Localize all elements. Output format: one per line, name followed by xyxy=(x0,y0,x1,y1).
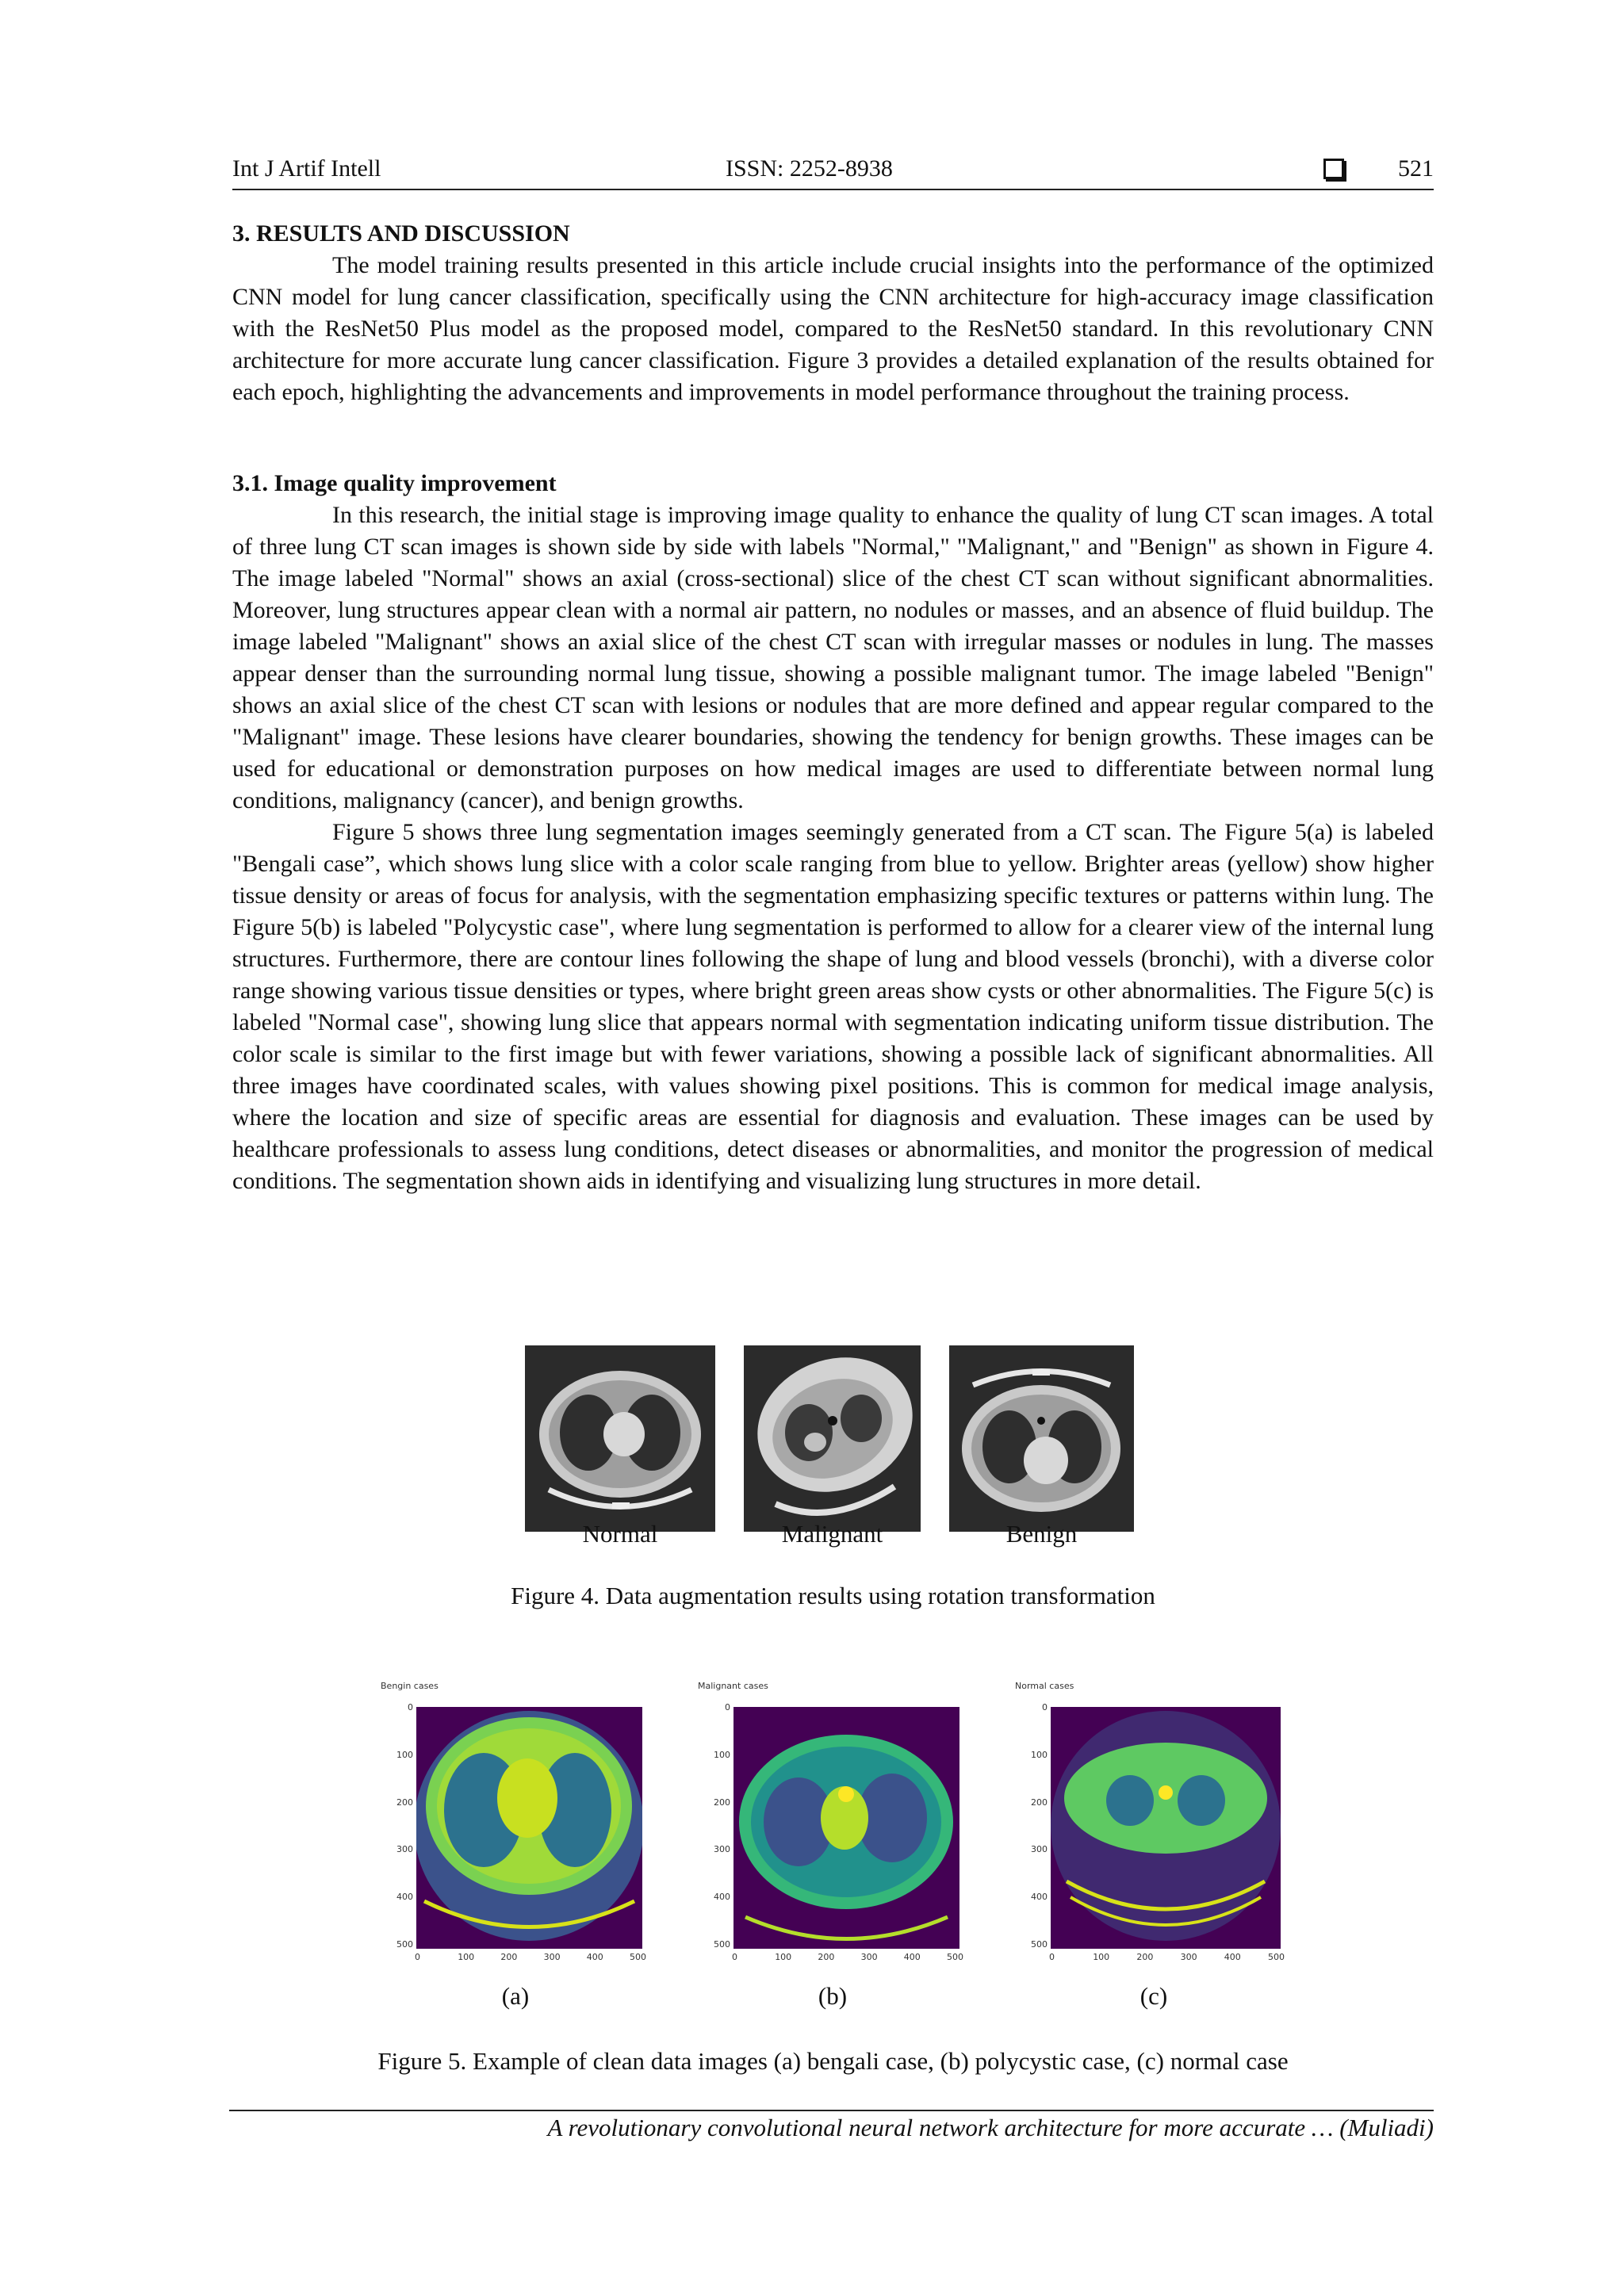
x-tick-label: 100 xyxy=(775,1952,792,1962)
y-tick-label: 300 xyxy=(714,1844,730,1855)
panel-title: Bengin cases xyxy=(381,1681,439,1691)
y-tick-label: 100 xyxy=(1031,1749,1048,1760)
header-rule xyxy=(232,189,1434,190)
x-tick-label: 400 xyxy=(586,1952,603,1962)
running-header xyxy=(232,155,1434,187)
figure4-label-benign: Benign xyxy=(1005,1520,1078,1548)
y-tick-label: 400 xyxy=(396,1892,413,1903)
ct-image-malignant xyxy=(744,1345,921,1532)
x-tick-label: 100 xyxy=(1093,1952,1110,1962)
y-tick-label: 300 xyxy=(396,1844,413,1855)
x-tick-label: 300 xyxy=(543,1952,561,1962)
y-tick-label: 400 xyxy=(714,1892,730,1903)
panel-letter-c: (c) xyxy=(1139,1982,1168,2010)
ct-image-normal xyxy=(525,1345,715,1532)
panel-letter-a: (a) xyxy=(501,1982,530,2010)
panel-title: Normal cases xyxy=(1015,1681,1074,1691)
segmentation-image-c xyxy=(1051,1707,1281,1949)
x-tick-label: 0 xyxy=(415,1952,420,1962)
x-tick-label: 200 xyxy=(1136,1952,1154,1962)
panel-letter-b: (b) xyxy=(818,1982,848,2010)
square-bullet-icon xyxy=(1323,159,1344,179)
y-tick-label: 500 xyxy=(1031,1939,1048,1950)
section-results xyxy=(232,218,1434,408)
y-tick-label: 100 xyxy=(714,1749,730,1760)
y-tick-label: 500 xyxy=(714,1939,730,1950)
y-tick-label: 400 xyxy=(1031,1892,1048,1903)
x-tick-label: 0 xyxy=(1049,1952,1055,1962)
y-tick-label: 200 xyxy=(1031,1797,1048,1808)
figure4-label-malignant: Malignant xyxy=(781,1520,883,1548)
y-tick-label: 0 xyxy=(1042,1702,1048,1712)
segmentation-panel-a xyxy=(381,1681,646,1971)
x-tick-label: 300 xyxy=(1180,1952,1197,1962)
y-tick-label: 0 xyxy=(725,1702,730,1712)
figure4-caption: Figure 4. Data augmentation results using rotation transformation xyxy=(511,1582,1155,1609)
figure4-label-normal: Normal xyxy=(582,1520,658,1548)
x-tick-label: 500 xyxy=(630,1952,646,1962)
panel-title: Malignant cases xyxy=(698,1681,768,1691)
issn: ISSN: 2252-8938 xyxy=(726,155,893,182)
footer-rule xyxy=(229,2110,1434,2111)
page-number: 521 xyxy=(1398,155,1434,182)
figure5-caption: Figure 5. Example of clean data images (a) bengali case, (b) polycystic case, (c) normal case xyxy=(377,2047,1289,2075)
paragraph-figure5: Figure 5 shows three lung segmentation images seemingly generated from a CT scan. The Figure 5(a) is labeled "Bengali case”, which shows lung slice with a color scale ranging from blue to yellow. Brighter areas (yellow) show higher tissue density or areas of focus for analysis, with the segmentation emphasizing specific textures or patterns within lung. The Figure 5(b) is labeled "Polycystic case", where lung segmentation is performed to allow for a clearer view of the internal lung structures. Furthermore, there are contour lines following the shape of lung and blood vessels (bronchi), with a diverse color range showing various tissue densities or types, where bright green areas show cysts or other abnormalities. The Figure 5(c) is labeled "Normal case", showing lung slice that appears normal with segmentation indicating uniform tissue distribution. The color scale is similar to the first image but with fewer variations, showing a possible lack of significant abnormalities. All three images have coordinated scales, with values showing pixel positions. This is common for medical image analysis, where the location and size of specific areas are essential for diagnosis and evaluation. These images can be used by healthcare professionals to assess lung conditions, detect diseases or abnormalities, and monitor the progression of medical conditions. The segmentation shown aids in identifying and visualizing lung structures in more detail. xyxy=(232,819,1434,1194)
y-tick-label: 100 xyxy=(396,1749,413,1760)
segmentation-panel-b xyxy=(698,1681,963,1971)
segmentation-panel-c xyxy=(1015,1681,1285,1971)
x-tick-label: 0 xyxy=(732,1952,737,1962)
x-tick-label: 100 xyxy=(458,1952,475,1962)
journal-name: Int J Artif Intell xyxy=(232,155,381,182)
segmentation-image-b xyxy=(733,1707,959,1949)
paragraph-figure4: In this research, the initial stage is improving image quality to enhance the quality of lung CT scan images. A total of three lung CT scan images is shown side by side with labels "Normal," "Malignant," and "Benign" as shown in Figure 4. The image labeled "Normal" shows an axial (cross-sectional) slice of the chest CT scan without significant abnormalities. Moreover, lung structures appear clean with a normal air pattern, no nodules or masses, and an absence of fluid buildup. The image labeled "Malignant" shows an axial slice of the chest CT scan with irregular masses or nodules in lung. The masses appear denser than the surrounding normal lung tissue, showing a possible malignant tumor. The image labeled "Benign" shows an axial slice of the chest CT scan with lesions or nodules that are more defined and appear regular compared to the "Malignant" image. These lesions have clearer boundaries, showing the tendency for benign growths. These images can be used for educational or demonstration purposes on how medical images are used to differentiate between normal lung conditions, malignancy (cancer), and benign growths. xyxy=(232,502,1434,813)
segmentation-image-a xyxy=(416,1707,642,1949)
y-tick-label: 0 xyxy=(408,1702,413,1712)
section-image-quality xyxy=(232,468,1434,1197)
y-tick-label: 200 xyxy=(396,1797,413,1808)
ct-image-benign xyxy=(949,1345,1134,1532)
y-tick-label: 500 xyxy=(396,1939,413,1950)
section-paragraph: The model training results presented in this article include crucial insights into the performance of the optimized CNN model for lung cancer classification, specifically using the CNN architecture for high-accuracy image classification with the ResNet50 Plus model as the proposed model, compared to the ResNet50 standard. In this revolutionary CNN architecture for more accurate lung cancer classification. Figure 3 provides a detailed explanation of the results obtained for each epoch, highlighting the advancements and improvements in model performance throughout the training process. xyxy=(232,252,1434,405)
x-tick-label: 300 xyxy=(860,1952,878,1962)
x-tick-label: 500 xyxy=(947,1952,963,1962)
y-tick-label: 200 xyxy=(714,1797,730,1808)
x-tick-label: 400 xyxy=(903,1952,921,1962)
x-tick-label: 200 xyxy=(500,1952,518,1962)
x-tick-label: 200 xyxy=(818,1952,835,1962)
x-tick-label: 500 xyxy=(1268,1952,1285,1962)
y-tick-label: 300 xyxy=(1031,1844,1048,1855)
running-footer: A revolutionary convolutional neural network architecture for more accurate … (Muliadi) xyxy=(547,2114,1434,2141)
x-tick-label: 400 xyxy=(1224,1952,1241,1962)
subsection-heading: 3.1. Image quality improvement xyxy=(232,470,557,496)
section-heading: 3. RESULTS AND DISCUSSION xyxy=(232,220,570,247)
